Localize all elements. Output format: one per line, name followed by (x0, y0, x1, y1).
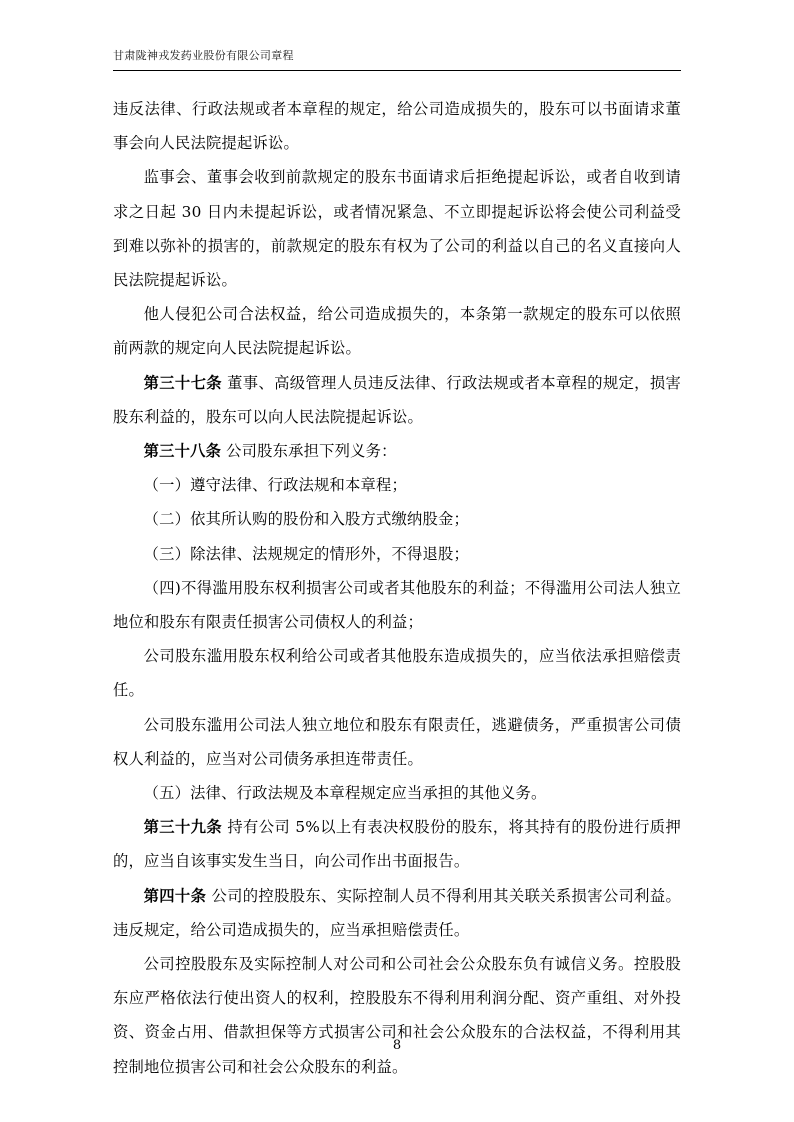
paragraph (113, 810, 681, 878)
paragraph-text: （一）遵守法律、行政法规和本章程； (143, 476, 408, 495)
paragraph (113, 434, 681, 468)
paragraph-text: 他人侵犯公司合法权益，给公司造成损失的，本条第一款规定的股东可以依照前两款的规定向人民法院提起诉讼。 (113, 305, 681, 358)
article-number: 第三十九条 (143, 818, 223, 837)
paragraph (113, 947, 681, 1084)
page-header: 甘肃陇神戎发药业股份有限公司章程 (113, 49, 294, 62)
paragraph-text: 公司的控股股东、实际控制人员不得利用其关联关系损害公司利益。违反规定，给公司造成损失的，应当承担赔偿责任。 (113, 886, 681, 939)
article-number: 第三十八条 (143, 442, 222, 461)
paragraph-text: 持有公司 5%以上有表决权股份的股东，将其持有的股份进行质押的，应当自该事实发生当日，向公司作出书面报告。 (113, 818, 681, 871)
article-number: 第四十条 (143, 886, 207, 905)
paragraph (113, 468, 681, 502)
paragraph (113, 160, 681, 297)
paragraph-text: （二）依其所认购的股份和入股方式缴纳股金； (143, 510, 470, 529)
paragraph (113, 92, 681, 160)
paragraph (113, 297, 681, 365)
paragraph-text: 公司控股股东及实际控制人对公司和公司社会公众股东负有诚信义务。控股股东应严格依法行使出资人的权利，控股股东不得利用利润分配、资产重组、对外投资、资金占用、借款担保等方式损害公司和社会公众股东的合法权益，不得利用其控制地位损害公司和社会公众股东的利益。 (113, 955, 681, 1076)
paragraph-text: 董事、高级管理人员违反法律、行政法规或者本章程的规定，损害股东利益的，股东可以向人民法院提起诉讼。 (113, 373, 681, 426)
paragraph-text: 公司股东滥用股东权利给公司或者其他股东造成损失的，应当依法承担赔偿责任。 (113, 647, 681, 700)
header-divider (113, 70, 681, 71)
paragraph-text: 监事会、董事会收到前款规定的股东书面请求后拒绝提起诉讼，或者自收到请求之日起 30 日内未提起诉讼，或者情况紧急、不立即提起诉讼将会使公司利益受到难以弥补的损害的，前款规定的股东有权为了公司的利益以自己的名义直接向人民法院提起诉讼。 (113, 168, 681, 290)
paragraph (113, 502, 681, 536)
paragraph (113, 571, 681, 639)
page-number: 8 (392, 1038, 402, 1053)
paragraph-text: 公司股东滥用公司法人独立地位和股东有限责任，逃避债务，严重损害公司债权人利益的，应当对公司债务承担连带责任。 (113, 715, 681, 768)
paragraph-text: （五）法律、行政法规及本章程规定应当承担的其他义务。 (143, 784, 547, 803)
paragraph-text: （三）除法律、法规规定的情形外，不得退股； (143, 544, 470, 563)
article-number: 第三十七条 (143, 373, 222, 392)
paragraph (113, 366, 681, 434)
paragraph (113, 776, 681, 810)
paragraph-text: 公司股东承担下列义务： (221, 442, 397, 461)
paragraph (113, 879, 681, 947)
paragraph (113, 537, 681, 571)
paragraph (113, 639, 681, 707)
document-body (113, 92, 681, 1084)
paragraph-text: 违反法律、行政法规或者本章程的规定，给公司造成损失的，股东可以书面请求董事会向人民法院提起诉讼。 (113, 100, 681, 153)
paragraph (113, 708, 681, 776)
paragraph-text: （四)不得滥用股东权利损害公司或者其他股东的利益；不得滥用公司法人独立地位和股东有限责任损害公司债权人的利益； (113, 578, 681, 632)
